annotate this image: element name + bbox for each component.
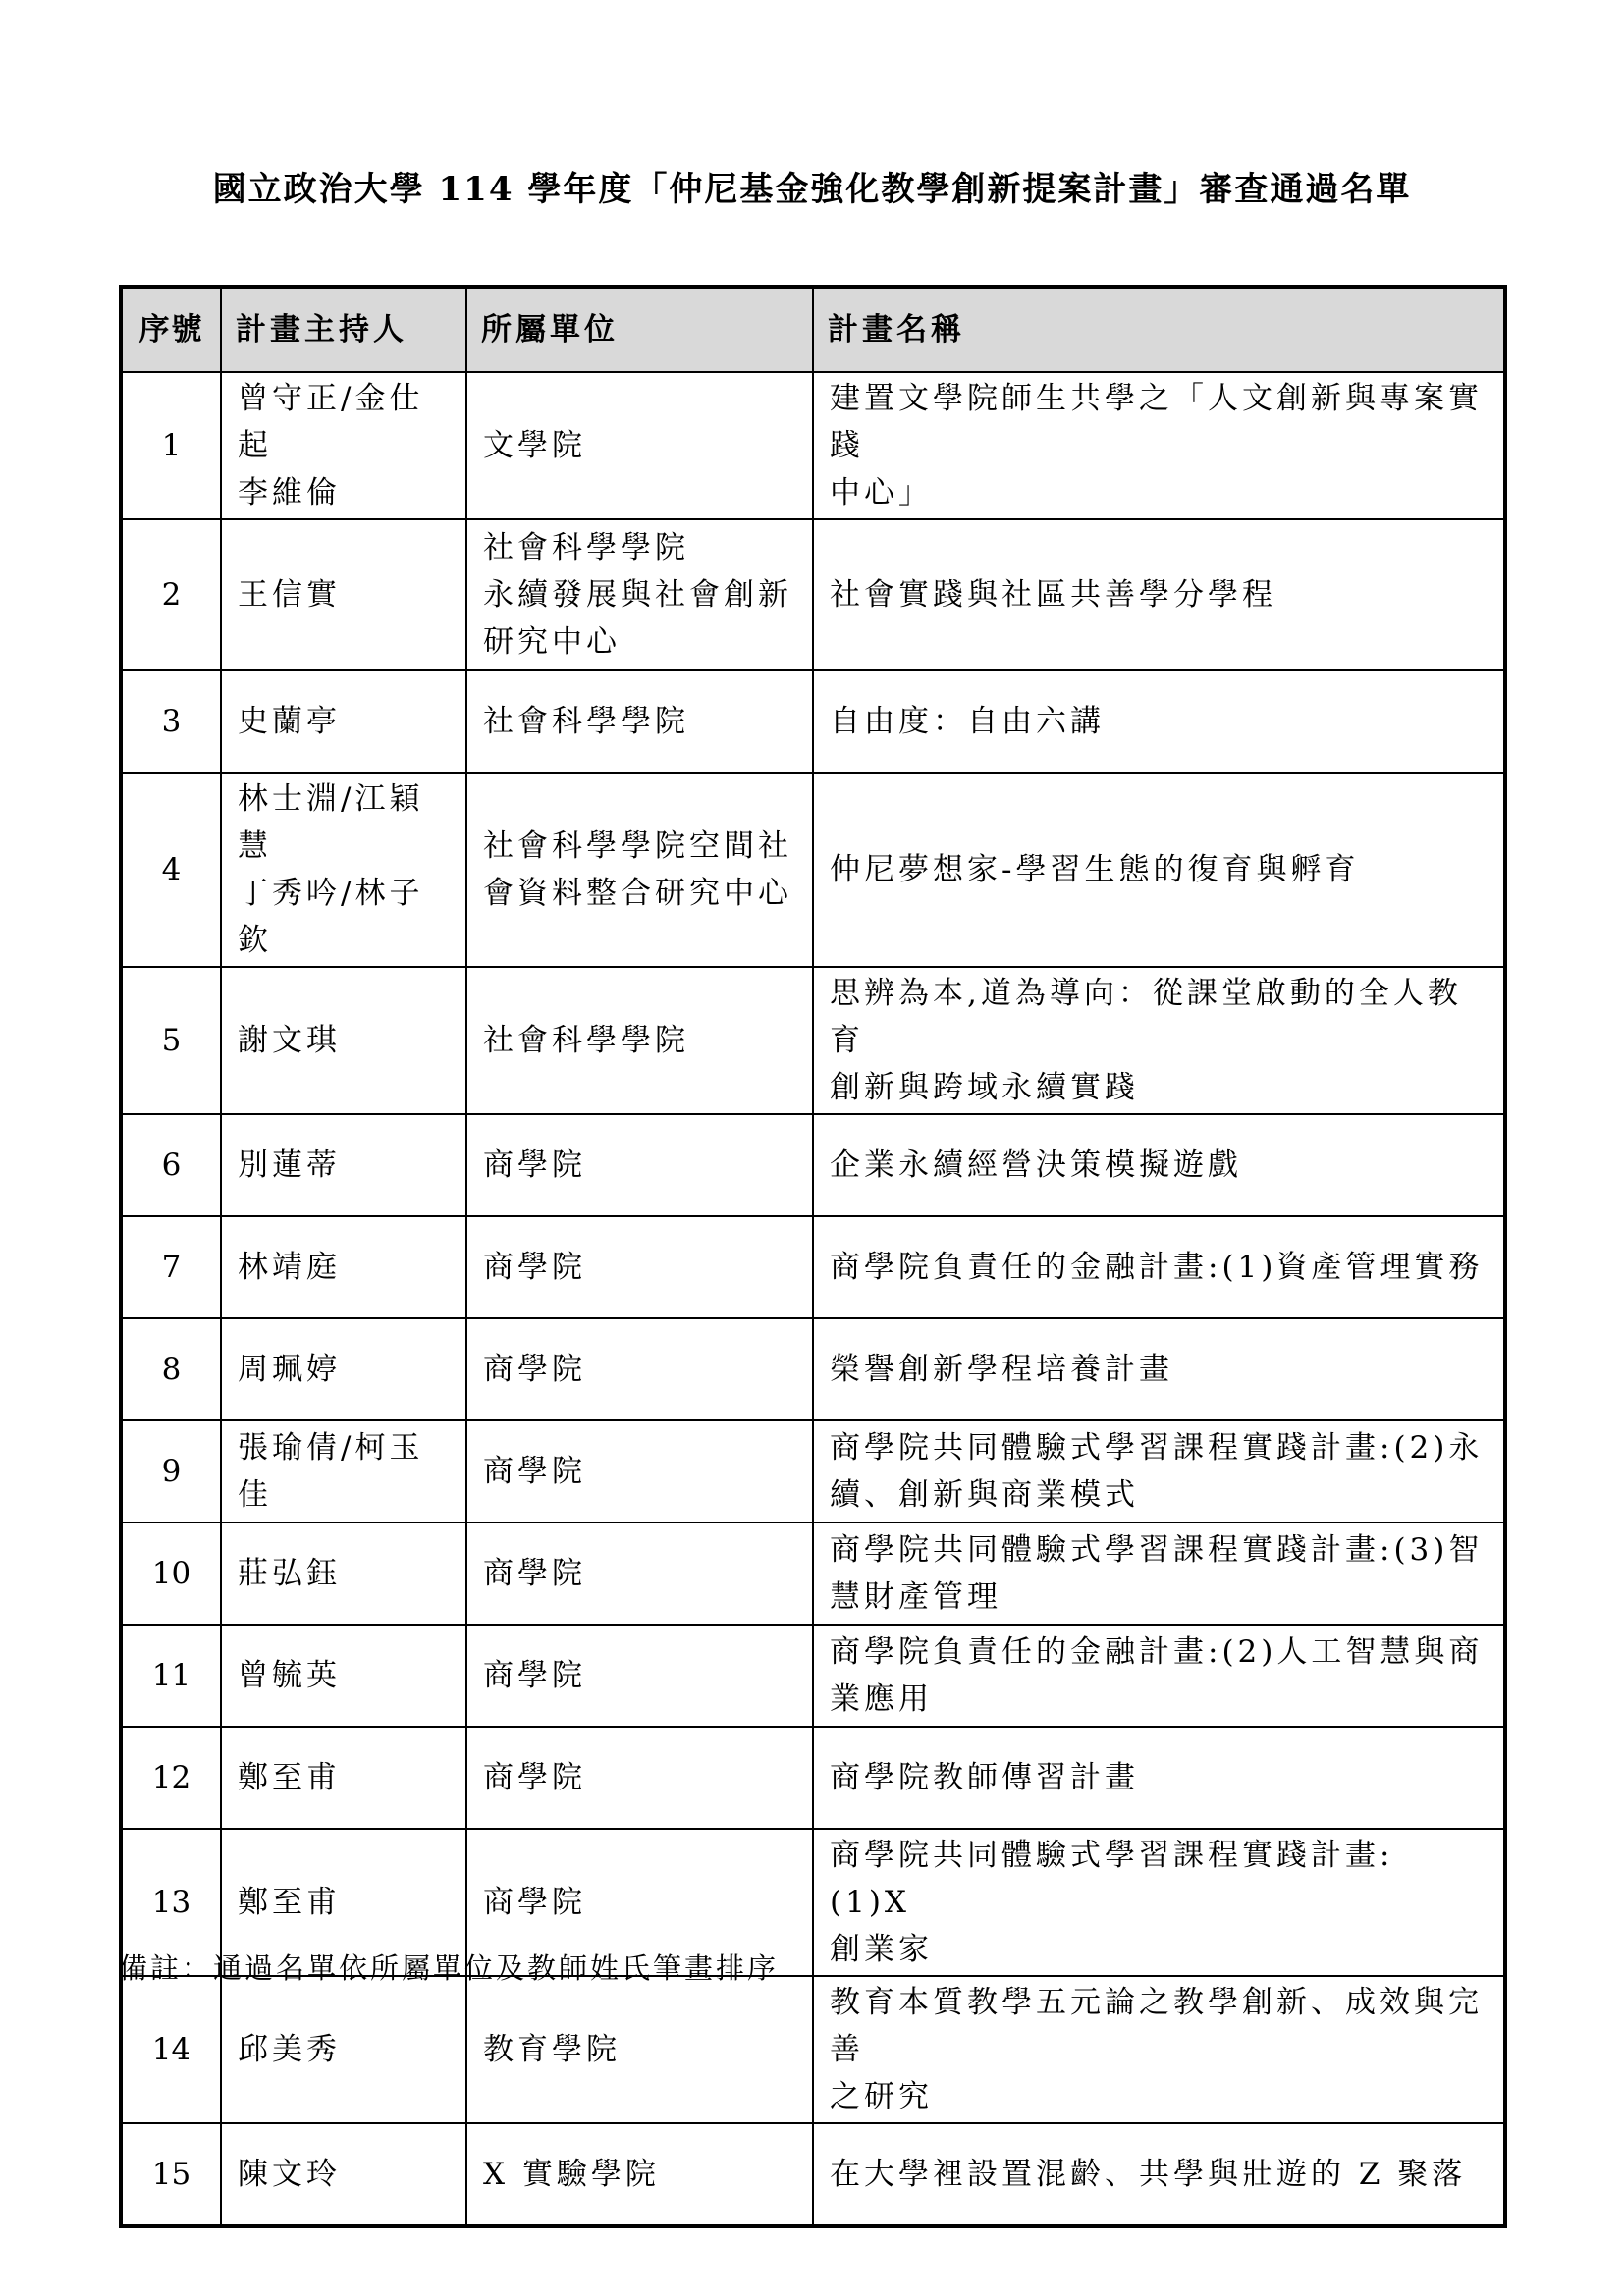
cell-serial-number: 14 <box>121 1976 221 2123</box>
cell-unit <box>466 1522 813 1625</box>
cell-project-name-line: 商學院共同體驗式學習課程實踐計畫:(2)永 <box>830 1430 1484 1466</box>
cell-serial-number: 9 <box>121 1420 221 1522</box>
cell-serial-number: 3 <box>121 670 221 773</box>
cell-project-name-line: 思辨為本,道為導向：從課堂啟動的全人教育 <box>830 976 1462 1058</box>
cell-principal-investigator <box>221 1522 466 1625</box>
cell-project-name-line: 榮譽創新學程培養計畫 <box>830 1352 1173 1387</box>
header-principal-investigator: 計畫主持人 <box>221 287 466 372</box>
cell-unit <box>466 773 813 967</box>
cell-project-name-line: 在大學裡設置混齡、共學與壯遊的 Z 聚落 <box>830 2157 1467 2192</box>
cell-unit-line: 會資料整合研究中心 <box>483 876 792 911</box>
cell-principal-investigator <box>221 773 466 967</box>
cell-serial-number: 8 <box>121 1318 221 1420</box>
cell-unit <box>466 2123 813 2226</box>
cell-project-name-line: 之研究 <box>830 2079 933 2114</box>
cell-unit <box>466 1114 813 1216</box>
cell-project-name-line: 教育本質教學五元論之教學創新、成效與完善 <box>830 1985 1483 2067</box>
table-row <box>121 967 1505 1114</box>
cell-project-name-line: 商學院共同體驗式學習課程實踐計畫: (1)X <box>830 1838 1394 1920</box>
cell-principal-investigator <box>221 1216 466 1318</box>
cell-unit-line: 商學院 <box>483 1885 586 1920</box>
cell-project-name <box>813 1318 1505 1420</box>
cell-unit <box>466 1727 813 1829</box>
table-row <box>121 1727 1505 1829</box>
cell-project-name <box>813 1216 1505 1318</box>
cell-project-name-line: 業應用 <box>830 1682 933 1717</box>
cell-project-name <box>813 670 1505 773</box>
cell-project-name-line: 自由度：自由六講 <box>830 704 1105 739</box>
table-row <box>121 519 1505 670</box>
cell-unit-line: 永續發展與社會創新 <box>483 577 792 613</box>
cell-project-name <box>813 967 1505 1114</box>
cell-unit <box>466 967 813 1114</box>
cell-unit <box>466 670 813 773</box>
cell-principal-investigator <box>221 1318 466 1420</box>
cell-project-name <box>813 773 1505 967</box>
cell-unit-line: 商學院 <box>483 1454 586 1489</box>
table-row <box>121 1625 1505 1727</box>
cell-principal-investigator-line: 陳文玲 <box>238 2157 341 2192</box>
cell-principal-investigator <box>221 1420 466 1522</box>
table-row <box>121 1976 1505 2123</box>
cell-serial-number: 4 <box>121 773 221 967</box>
cell-project-name <box>813 372 1505 519</box>
cell-principal-investigator-line: 丁秀吟/林子欽 <box>238 876 424 958</box>
cell-unit <box>466 1625 813 1727</box>
cell-unit-line: 文學院 <box>483 428 586 463</box>
cell-principal-investigator <box>221 519 466 670</box>
cell-project-name <box>813 1727 1505 1829</box>
table-row <box>121 1114 1505 1216</box>
header-serial-number: 序號 <box>121 287 221 372</box>
cell-principal-investigator <box>221 1625 466 1727</box>
cell-unit <box>466 519 813 670</box>
cell-serial-number: 15 <box>121 2123 221 2226</box>
cell-project-name <box>813 519 1505 670</box>
cell-principal-investigator-line: 謝文琪 <box>238 1023 341 1058</box>
cell-project-name-line: 慧財產管理 <box>830 1579 1001 1615</box>
cell-serial-number: 6 <box>121 1114 221 1216</box>
cell-project-name-line: 創新與跨域永續實踐 <box>830 1070 1139 1105</box>
cell-project-name-line: 中心」 <box>830 475 933 510</box>
cell-serial-number: 7 <box>121 1216 221 1318</box>
cell-project-name-line: 續、創新與商業模式 <box>830 1477 1139 1513</box>
cell-serial-number: 13 <box>121 1829 221 1976</box>
cell-unit <box>466 1216 813 1318</box>
cell-principal-investigator <box>221 1976 466 2123</box>
cell-project-name-line: 商學院共同體驗式學習課程實踐計畫:(3)智 <box>830 1532 1484 1568</box>
cell-unit-line: 商學院 <box>483 1352 586 1387</box>
page-title: 國立政治大學 114 學年度「仲尼基金強化教學創新提案計畫」審查通過名單 <box>212 170 1412 209</box>
table-row <box>121 773 1505 967</box>
cell-principal-investigator <box>221 670 466 773</box>
cell-principal-investigator <box>221 967 466 1114</box>
cell-project-name-line: 企業永續經營決策模擬遊戲 <box>830 1148 1242 1183</box>
cell-unit-line: 教育學院 <box>483 2032 621 2067</box>
cell-unit-line: 商學院 <box>483 1658 586 1693</box>
cell-principal-investigator <box>221 1727 466 1829</box>
cell-principal-investigator-line: 莊弘鈺 <box>238 1556 341 1591</box>
table-row <box>121 1522 1505 1625</box>
cell-principal-investigator-line: 史蘭亭 <box>238 704 341 739</box>
cell-project-name-line: 商學院負責任的金融計畫:(1)資產管理實務 <box>830 1250 1484 1285</box>
cell-principal-investigator-line: 別蓮蒂 <box>238 1148 341 1183</box>
cell-unit-line: X 實驗學院 <box>483 2157 660 2192</box>
header-project-name: 計畫名稱 <box>813 287 1505 372</box>
cell-serial-number: 11 <box>121 1625 221 1727</box>
cell-project-name <box>813 1420 1505 1522</box>
cell-project-name-line: 社會實踐與社區共善學分學程 <box>830 577 1276 613</box>
cell-principal-investigator-line: 周珮婷 <box>238 1352 341 1387</box>
cell-principal-investigator-line: 曾守正/金仕起 <box>238 381 424 463</box>
cell-principal-investigator-line: 李維倫 <box>238 475 341 510</box>
cell-principal-investigator <box>221 2123 466 2226</box>
cell-unit <box>466 1318 813 1420</box>
table-row <box>121 1216 1505 1318</box>
cell-project-name <box>813 1114 1505 1216</box>
cell-principal-investigator <box>221 372 466 519</box>
cell-serial-number: 10 <box>121 1522 221 1625</box>
table-row <box>121 2123 1505 2226</box>
cell-project-name <box>813 1829 1505 1976</box>
cell-project-name <box>813 2123 1505 2226</box>
cell-project-name <box>813 1625 1505 1727</box>
cell-serial-number: 2 <box>121 519 221 670</box>
cell-project-name-line: 商學院教師傳習計畫 <box>830 1760 1139 1795</box>
table-row <box>121 372 1505 519</box>
cell-unit-line: 商學院 <box>483 1250 586 1285</box>
cell-unit-line: 社會科學學院 <box>483 1023 689 1058</box>
cell-project-name <box>813 1976 1505 2123</box>
cell-project-name-line: 創業家 <box>830 1932 933 1967</box>
cell-principal-investigator-line: 邱美秀 <box>238 2032 341 2067</box>
header-unit: 所屬單位 <box>466 287 813 372</box>
table-header-row <box>121 287 1505 372</box>
table-row <box>121 670 1505 773</box>
approved-projects-table <box>119 285 1507 2228</box>
cell-principal-investigator-line: 林士淵/江穎慧 <box>238 781 424 864</box>
cell-project-name-line: 建置文學院師生共學之「人文創新與專案實踐 <box>830 381 1483 463</box>
cell-project-name-line: 商學院負責任的金融計畫:(2)人工智慧與商 <box>830 1634 1484 1670</box>
cell-unit-line: 商學院 <box>483 1556 586 1591</box>
cell-principal-investigator-line: 鄭至甫 <box>238 1760 341 1795</box>
cell-project-name <box>813 1522 1505 1625</box>
footnote: 備註：通過名單依所屬單位及教師姓氏筆畫排序 <box>119 1951 780 1985</box>
table-row <box>121 1318 1505 1420</box>
cell-project-name-line: 仲尼夢想家-學習生態的復育與孵育 <box>830 852 1360 887</box>
cell-principal-investigator-line: 林靖庭 <box>238 1250 341 1285</box>
cell-unit-line: 商學院 <box>483 1760 586 1795</box>
cell-principal-investigator-line: 鄭至甫 <box>238 1885 341 1920</box>
cell-unit <box>466 1420 813 1522</box>
cell-unit <box>466 1976 813 2123</box>
cell-unit-line: 研究中心 <box>483 624 621 660</box>
cell-principal-investigator-line: 張瑜倩/柯玉佳 <box>238 1430 424 1513</box>
table-row <box>121 1420 1505 1522</box>
cell-unit-line: 社會科學學院 <box>483 530 689 565</box>
cell-principal-investigator <box>221 1114 466 1216</box>
cell-unit-line: 社會科學學院空間社 <box>483 828 792 864</box>
cell-unit <box>466 372 813 519</box>
cell-unit-line: 商學院 <box>483 1148 586 1183</box>
cell-unit-line: 社會科學學院 <box>483 704 689 739</box>
cell-serial-number: 1 <box>121 372 221 519</box>
cell-principal-investigator-line: 王信實 <box>238 577 341 613</box>
cell-principal-investigator-line: 曾毓英 <box>238 1658 341 1693</box>
cell-serial-number: 5 <box>121 967 221 1114</box>
cell-serial-number: 12 <box>121 1727 221 1829</box>
